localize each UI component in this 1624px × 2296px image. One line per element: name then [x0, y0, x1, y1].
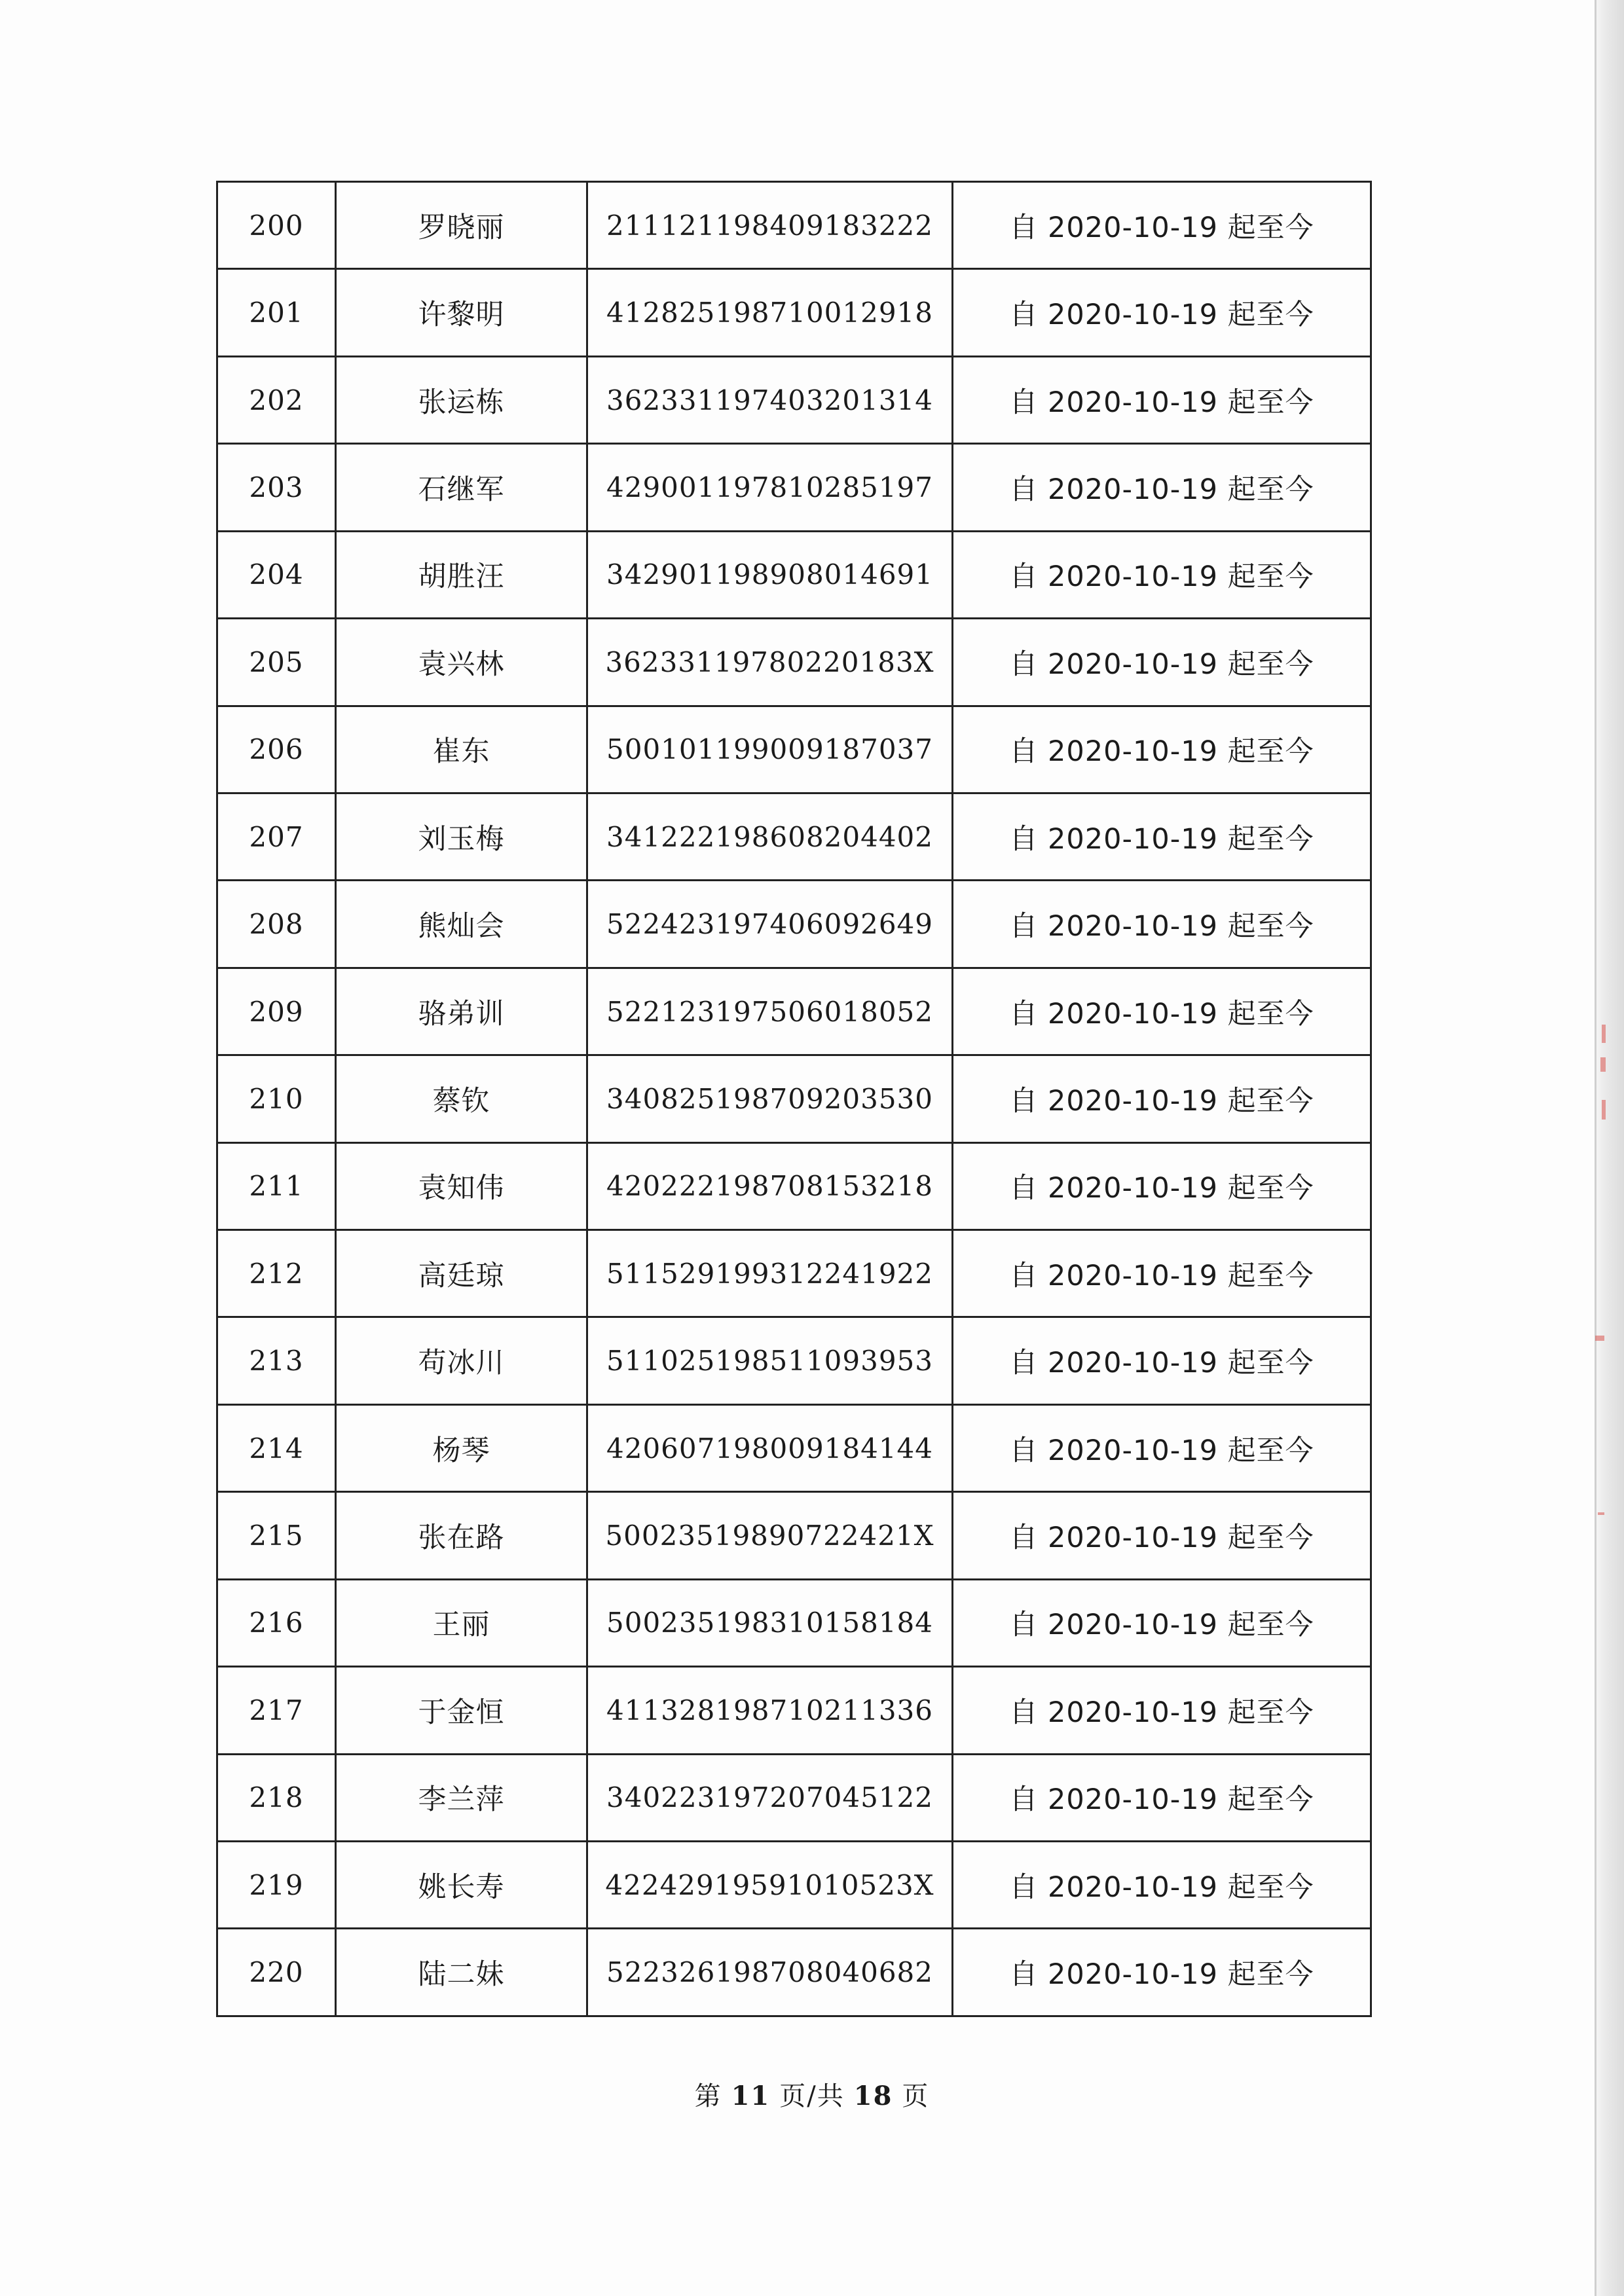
row-number-cell: 211	[217, 1142, 336, 1230]
period-cell: 自 2020-10-19 起至今	[953, 968, 1371, 1055]
id-number-cell: 522326198708040682	[587, 1929, 953, 2016]
stamp-edge-mark	[1600, 1057, 1606, 1072]
id-number-cell: 511529199312241922	[587, 1230, 953, 1317]
period-cell: 自 2020-10-19 起至今	[953, 1404, 1371, 1491]
stamp-edge-mark	[1602, 1025, 1606, 1043]
name-cell: 胡胜汪	[336, 531, 587, 618]
table-row	[217, 1754, 1371, 1841]
id-number-cell: 211121198409183222	[587, 182, 953, 269]
name-cell: 熊灿会	[336, 881, 587, 968]
row-number-cell: 213	[217, 1317, 336, 1404]
scan-edge-shadow	[1595, 0, 1624, 2296]
period-cell: 自 2020-10-19 起至今	[953, 269, 1371, 356]
name-cell: 杨琴	[336, 1404, 587, 1491]
table-row	[217, 1929, 1371, 2016]
id-number-cell: 340223197207045122	[587, 1754, 953, 1841]
name-cell: 陆二妹	[336, 1929, 587, 2016]
table-row	[217, 1404, 1371, 1491]
name-cell: 罗晓丽	[336, 182, 587, 269]
name-cell: 袁兴林	[336, 619, 587, 706]
row-number-cell: 217	[217, 1667, 336, 1754]
name-cell: 高廷琼	[336, 1230, 587, 1317]
table-row	[217, 881, 1371, 968]
table-row	[217, 1317, 1371, 1404]
table-row	[217, 1492, 1371, 1579]
id-number-cell: 412825198710012918	[587, 269, 953, 356]
id-number-cell: 342901198908014691	[587, 531, 953, 618]
id-number-cell: 500101199009187037	[587, 706, 953, 793]
table-row	[217, 1230, 1371, 1317]
row-number-cell: 214	[217, 1404, 336, 1491]
id-number-cell: 522123197506018052	[587, 968, 953, 1055]
period-cell: 自 2020-10-19 起至今	[953, 793, 1371, 880]
period-cell: 自 2020-10-19 起至今	[953, 1055, 1371, 1142]
row-number-cell: 208	[217, 881, 336, 968]
name-cell: 袁知伟	[336, 1142, 587, 1230]
name-cell: 于金恒	[336, 1667, 587, 1754]
stamp-edge-mark	[1602, 1100, 1606, 1120]
table-row	[217, 269, 1371, 356]
period-cell: 自 2020-10-19 起至今	[953, 1929, 1371, 2016]
row-number-cell: 216	[217, 1579, 336, 1666]
table-row	[217, 1579, 1371, 1666]
row-number-cell: 204	[217, 531, 336, 618]
name-cell: 苟冰川	[336, 1317, 587, 1404]
table-row	[217, 619, 1371, 706]
period-cell: 自 2020-10-19 起至今	[953, 1754, 1371, 1841]
table-row	[217, 356, 1371, 443]
id-number-cell: 411328198710211336	[587, 1667, 953, 1754]
footer-current-page: 11	[731, 2081, 771, 2111]
row-number-cell: 215	[217, 1492, 336, 1579]
id-number-cell: 50023519890722421X	[587, 1492, 953, 1579]
table-row	[217, 706, 1371, 793]
name-cell: 王丽	[336, 1579, 587, 1666]
table-row	[217, 793, 1371, 880]
row-number-cell: 220	[217, 1929, 336, 2016]
name-cell: 石继军	[336, 444, 587, 531]
period-cell: 自 2020-10-19 起至今	[953, 1230, 1371, 1317]
name-cell: 张运栋	[336, 356, 587, 443]
row-number-cell: 209	[217, 968, 336, 1055]
row-number-cell: 218	[217, 1754, 336, 1841]
row-number-cell: 219	[217, 1842, 336, 1929]
footer-total-pages: 18	[853, 2081, 893, 2111]
period-cell: 自 2020-10-19 起至今	[953, 1842, 1371, 1929]
id-number-cell: 420607198009184144	[587, 1404, 953, 1491]
period-cell: 自 2020-10-19 起至今	[953, 1492, 1371, 1579]
name-cell: 刘玉梅	[336, 793, 587, 880]
stamp-edge-mark	[1598, 1512, 1604, 1515]
period-cell: 自 2020-10-19 起至今	[953, 1579, 1371, 1666]
period-cell: 自 2020-10-19 起至今	[953, 531, 1371, 618]
period-cell: 自 2020-10-19 起至今	[953, 1142, 1371, 1230]
name-cell: 崔东	[336, 706, 587, 793]
id-number-cell: 511025198511093953	[587, 1317, 953, 1404]
id-number-cell: 362331197403201314	[587, 356, 953, 443]
id-number-cell: 341222198608204402	[587, 793, 953, 880]
period-cell: 自 2020-10-19 起至今	[953, 182, 1371, 269]
period-cell: 自 2020-10-19 起至今	[953, 444, 1371, 531]
period-cell: 自 2020-10-19 起至今	[953, 356, 1371, 443]
row-number-cell: 205	[217, 619, 336, 706]
id-number-cell: 522423197406092649	[587, 881, 953, 968]
footer-middle: 页/共	[779, 2081, 845, 2111]
id-number-cell: 42242919591010523X	[587, 1842, 953, 1929]
row-number-cell: 210	[217, 1055, 336, 1142]
footer-prefix: 第	[694, 2081, 722, 2111]
id-number-cell: 429001197810285197	[587, 444, 953, 531]
footer-suffix: 页	[902, 2081, 930, 2111]
period-cell: 自 2020-10-19 起至今	[953, 1317, 1371, 1404]
table-row	[217, 1142, 1371, 1230]
id-number-cell: 420222198708153218	[587, 1142, 953, 1230]
row-number-cell: 201	[217, 269, 336, 356]
period-cell: 自 2020-10-19 起至今	[953, 881, 1371, 968]
id-number-cell: 500235198310158184	[587, 1579, 953, 1666]
row-number-cell: 212	[217, 1230, 336, 1317]
row-number-cell: 202	[217, 356, 336, 443]
name-cell: 李兰萍	[336, 1754, 587, 1841]
row-number-cell: 206	[217, 706, 336, 793]
period-cell: 自 2020-10-19 起至今	[953, 706, 1371, 793]
table-row	[217, 1667, 1371, 1754]
page-footer	[0, 2075, 1624, 2113]
name-cell: 张在路	[336, 1492, 587, 1579]
roster-table-body	[217, 182, 1371, 2016]
row-number-cell: 207	[217, 793, 336, 880]
table-row	[217, 182, 1371, 269]
name-cell: 许黎明	[336, 269, 587, 356]
table-row	[217, 1842, 1371, 1929]
id-number-cell: 340825198709203530	[587, 1055, 953, 1142]
table-row	[217, 1055, 1371, 1142]
roster-table	[216, 181, 1372, 2017]
stamp-edge-mark	[1595, 1336, 1604, 1341]
row-number-cell: 203	[217, 444, 336, 531]
period-cell: 自 2020-10-19 起至今	[953, 1667, 1371, 1754]
name-cell: 骆弟训	[336, 968, 587, 1055]
table-row	[217, 531, 1371, 618]
id-number-cell: 36233119780220183X	[587, 619, 953, 706]
row-number-cell: 200	[217, 182, 336, 269]
name-cell: 蔡钦	[336, 1055, 587, 1142]
table-row	[217, 968, 1371, 1055]
name-cell: 姚长寿	[336, 1842, 587, 1929]
table-row	[217, 444, 1371, 531]
period-cell: 自 2020-10-19 起至今	[953, 619, 1371, 706]
